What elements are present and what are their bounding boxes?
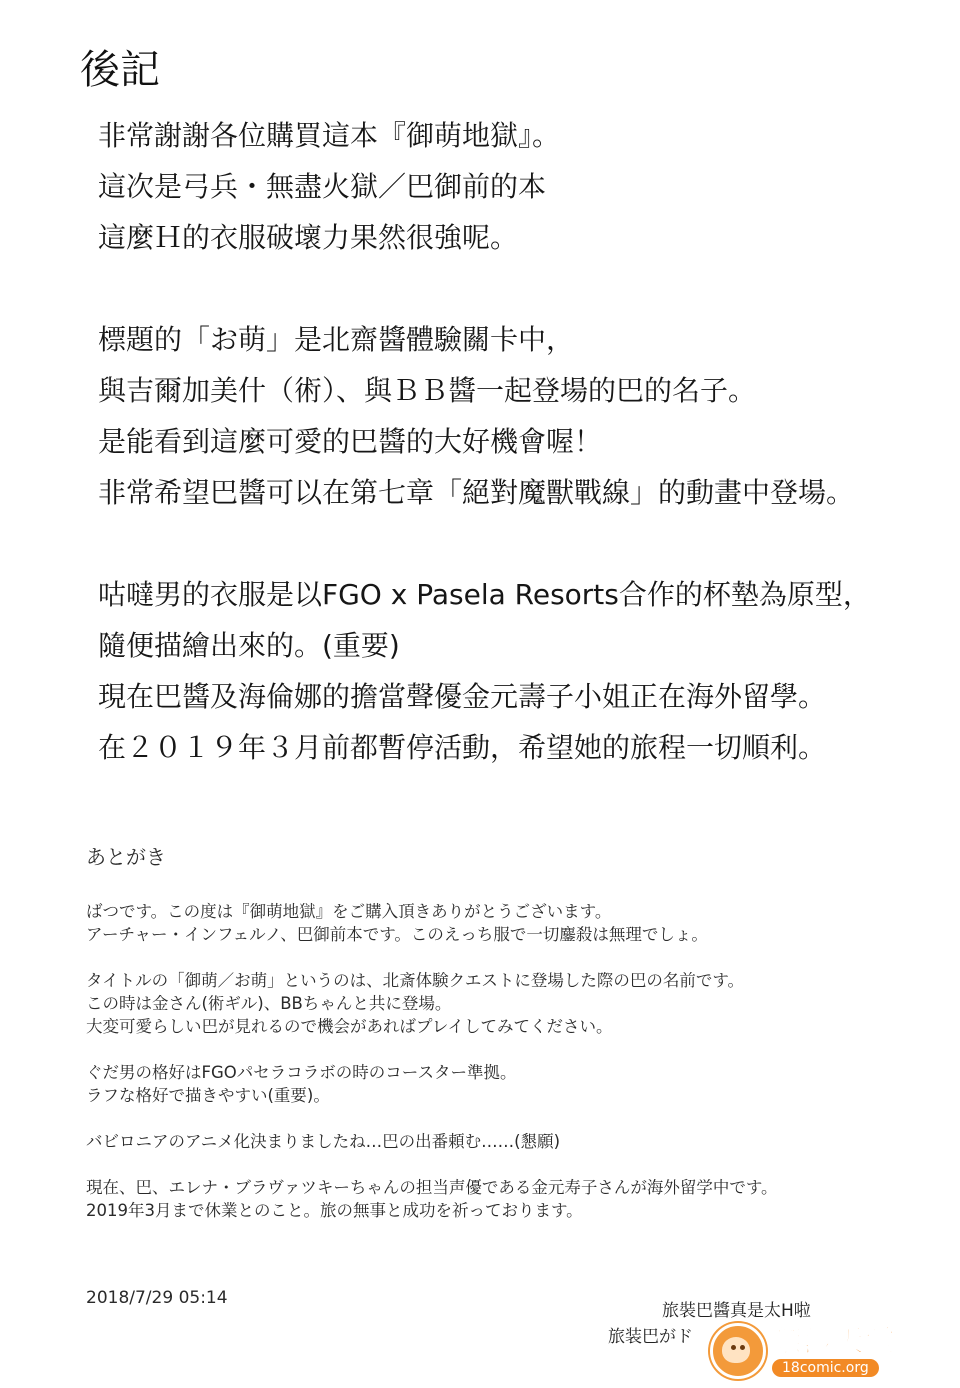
watermark-text: [772, 1325, 896, 1377]
zh-line: 非常謝謝各位購買這本『御萌地獄』。: [98, 119, 561, 152]
footer-note-line: 旅裝巴醬真是太H啦: [662, 1301, 811, 1321]
chinese-afterword: [98, 110, 918, 824]
zh-paragraph: [98, 314, 918, 518]
zh-paragraph: [98, 569, 918, 773]
jp-paragraph: [86, 1176, 926, 1222]
jp-line: 現在、巴、エレナ・ブラヴァツキーちゃんの担当声優である金元寿子さんが海外留学中です。: [86, 1178, 778, 1197]
jp-line: バビロニアのアニメ化決まりましたね…巴の出番頼む……(懇願): [86, 1132, 561, 1151]
watermark-url: 18comic.org: [772, 1359, 879, 1377]
zh-line: 現在巴醬及海倫娜的擔當聲優金元壽子小姐正在海外留學。: [98, 680, 827, 713]
jp-line: タイトルの「御萌／お萌」というのは、北斎体験クエストに登場した際の巴の名前です。: [86, 971, 745, 990]
zh-line: 隨便描繪出來的。(重要): [98, 629, 400, 662]
date-stamp: 2018/7/29 05:14: [86, 1288, 228, 1308]
zh-line: 這麼Ｈ的衣服破壞力果然很強呢。: [98, 221, 519, 254]
jp-line: 2019年3月まで休業とのこと。旅の無事と成功を祈っております。: [86, 1201, 583, 1220]
zh-line: 咕噠男的衣服是以FGO x Pasela Resorts合作的杯墊為原型，: [98, 578, 871, 611]
zh-line: 是能看到這麼可愛的巴醬的大好機會喔！: [98, 425, 603, 458]
jp-line: この時は金さん(術ギル)、BBちゃんと共に登場。: [86, 994, 452, 1013]
zh-line: 與吉爾加美什（術）、與ＢＢ醬一起登場的巴的名子。: [98, 374, 757, 407]
zh-line: 標題的「お萌」是北齋醬體驗關卡中，: [98, 323, 575, 356]
jp-paragraph: [86, 969, 926, 1038]
japanese-afterword-title: あとがき: [86, 845, 166, 869]
site-watermark: [710, 1318, 920, 1384]
jp-paragraph: [86, 1130, 926, 1153]
zh-line: 這次是弓兵・無盡火獄／巴御前的本: [98, 170, 547, 203]
japanese-afterword: [86, 900, 926, 1245]
page-title: 後記: [80, 47, 160, 93]
jp-line: ぐだ男の格好はFGOパセラコラボの時のコースター準拠。: [86, 1063, 517, 1082]
jp-line: ラフな格好で描きやすい(重要)。: [86, 1086, 330, 1105]
jp-paragraph: [86, 1061, 926, 1107]
zh-paragraph: [98, 110, 918, 263]
zh-line: 非常希望巴醬可以在第七章「絕對魔獸戰線」的動畫中登場。: [98, 476, 855, 509]
mascot-logo-icon: [710, 1323, 766, 1379]
jp-line: アーチャー・インフェルノ、巴御前本です。このえっち服で一切鏖殺は無理でしょ。: [86, 925, 708, 944]
footer-note-line: 旅装巴がド: [608, 1327, 693, 1347]
jp-line: 大変可愛らしい巴が見れるので機会があればプレイしてみてください。: [86, 1017, 613, 1036]
zh-line: 在２０１９年３月前都暫停活動，希望她的旅程一切順利。: [98, 731, 827, 764]
jp-line: ばつです。この度は『御萌地獄』をご購入頂きありがとうございます。: [86, 902, 612, 921]
watermark-brand: 禁漫天堂: [772, 1324, 896, 1359]
jp-paragraph: [86, 900, 926, 946]
